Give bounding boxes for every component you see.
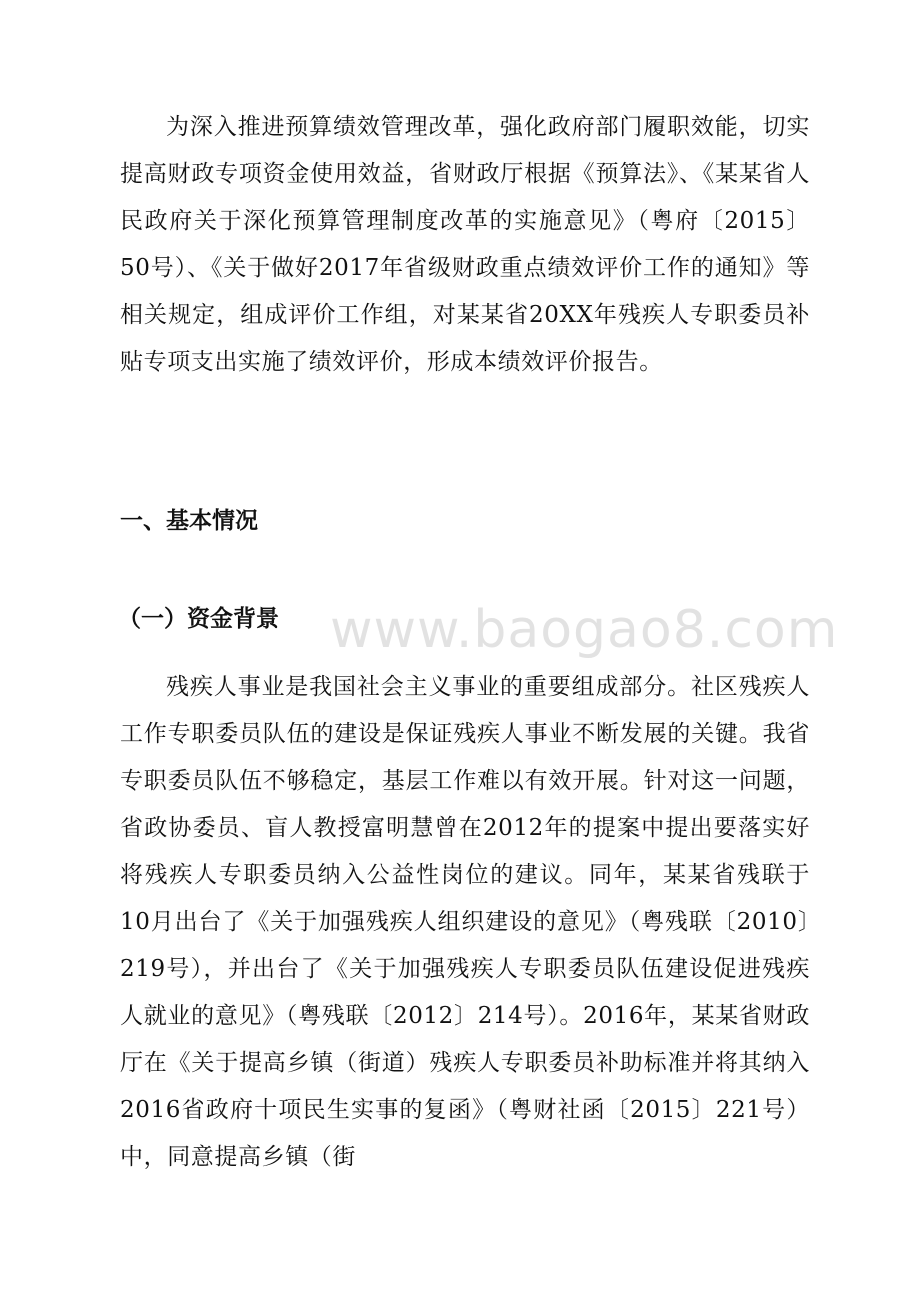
section-heading: 一、基本情况 <box>120 508 258 534</box>
intro-paragraph: 为深入推进预算绩效管理改革，强化政府部门履职效能，切实提高财政专项资金使用效益，省财政厅根据《预算法》、《某某省人民政府关于深化预算管理制度改革的实施意见》（粤府〔2015〕50号）、《关于做好2017年省级财政重点绩效评价工作的通知》等相关规定，组成评价工作组，对某某省20XX年残疾人专职委员补贴专项支出实施了绩效评价，形成本绩效评价报告。 <box>120 114 810 375</box>
background-paragraph: 残疾人事业是我国社会主义事业的重要组成部分。社区残疾人工作专职委员队伍的建设是保证残疾人事业不断发展的关键。我省专职委员队伍不够稳定，基层工作难以有效开展。针对这一问题，省政协委员、盲人教授富明慧曾在2012年的提案中提出要落实好将残疾人专职委员纳入公益性岗位的建议。同年，某某省残联于10月出台了《关于加强残疾人组织建设的意见》（粤残联〔2010〕219号），并出台了《关于加强残疾人专职委员队伍建设促进残疾人就业的意见》（粤残联〔2012〕214号）。2016年，某某省财政厅在《关于提高乡镇（街道）残疾人专职委员补助标准并将其纳入2016省政府十项民生实事的复函》（粤财社函〔2015〕221号）中，同意提高乡镇（街 <box>120 674 810 1170</box>
watermark: www.baogao8.com <box>330 600 839 660</box>
subsection-heading: （一）资金背景 <box>118 606 279 632</box>
